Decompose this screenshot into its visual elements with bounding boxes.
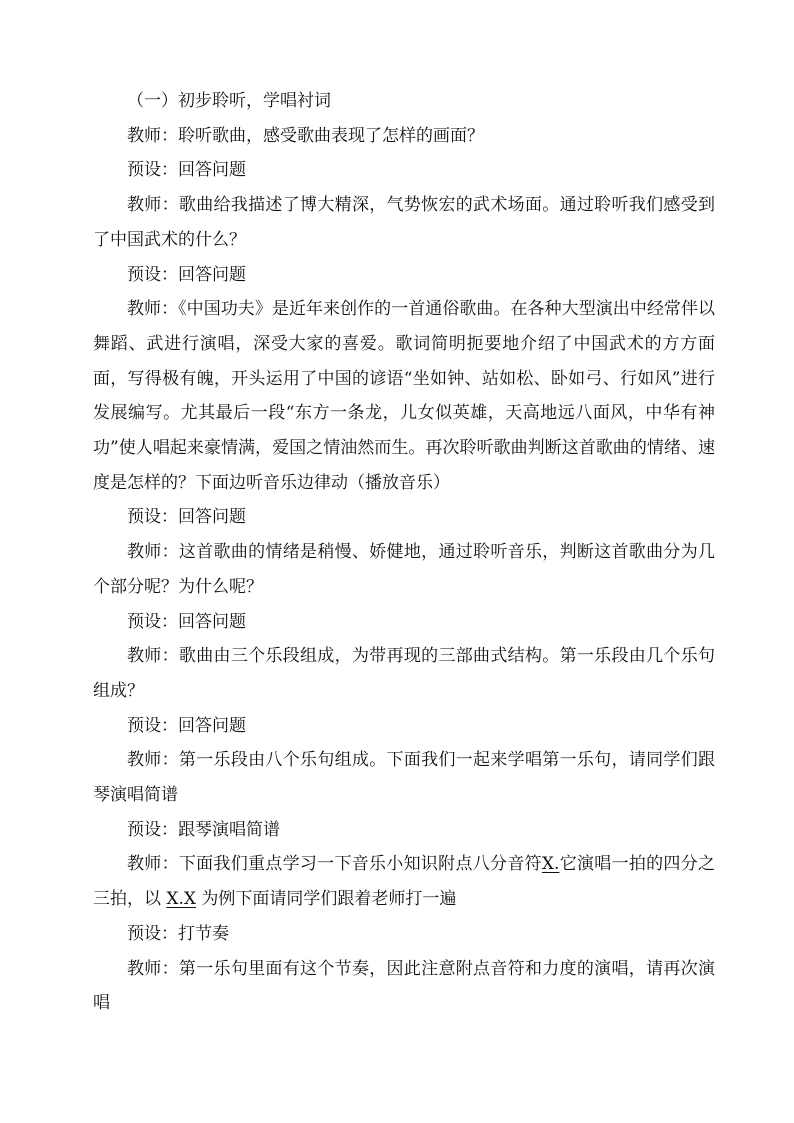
paragraph bbox=[93, 292, 715, 500]
paragraph bbox=[93, 952, 715, 1021]
paragraph-text: 教师：《中国功夫》是近年来创作的一首通俗歌曲。在各种大型演出中经常伴以舞蹈、武进行演唱，深受大家的喜爱。歌词简明扼要地介绍了中国武术的方方面面，写得极有魄，开头运用了中国的谚语“坐如钟、站如松、卧如弓、行如风”进行发展编写。尤其最后一段“东方一条龙，儿女似英雄，天高地远八面风，中华有神功”使人唱起来豪情满，爱国之情油然而生。再次聆听歌曲判断这首歌曲的情绪、速度是怎样的？下面边听音乐边律动（播放音乐） bbox=[93, 299, 715, 493]
paragraph-text: 教师：聆听歌曲，感受歌曲表现了怎样的画面？ bbox=[127, 125, 484, 146]
document-body bbox=[93, 84, 715, 1021]
paragraph bbox=[93, 84, 715, 119]
rhythm-notation: X. bbox=[541, 854, 560, 875]
paragraph-text: 它演唱一拍的四分之三拍，以 bbox=[93, 854, 716, 910]
paragraph bbox=[93, 153, 715, 188]
paragraph-text: 预设：回答问题 bbox=[127, 507, 246, 528]
paragraph bbox=[93, 709, 715, 744]
paragraph bbox=[93, 639, 715, 708]
paragraph-text: 预设：跟琴演唱简谱 bbox=[127, 819, 280, 840]
paragraph bbox=[93, 188, 715, 257]
paragraph-text: 预设：回答问题 bbox=[127, 715, 246, 736]
paragraph bbox=[93, 258, 715, 293]
paragraph-text: 教师：下面我们重点学习一下音乐小知识附点八分音符 bbox=[127, 854, 542, 875]
paragraph-text: 教师：第一乐段由八个乐句组成。下面我们一起来学唱第一乐句，请同学们跟琴演唱简谱 bbox=[93, 750, 715, 806]
paragraph-text: 预设：回答问题 bbox=[127, 264, 246, 285]
paragraph-text: 教师：歌曲给我描述了博大精深，气势恢宏的武术场面。通过聆听我们感受到了中国武术的什么？ bbox=[93, 195, 715, 250]
paragraph-text: 教师：这首歌曲的情绪是稍慢、娇健地，通过聆听音乐，判断这首歌曲分为几个部分呢？为什么呢？ bbox=[93, 542, 715, 597]
rhythm-notation: X.X bbox=[166, 889, 197, 910]
paragraph bbox=[93, 847, 715, 916]
paragraph-text: 为例下面请同学们跟着老师打一遍 bbox=[196, 889, 457, 910]
paragraph-text: 教师：歌曲由三个乐段组成，为带再现的三部曲式结构。第一乐段由几个乐句组成？ bbox=[93, 646, 715, 701]
paragraph bbox=[93, 119, 715, 154]
paragraph bbox=[93, 535, 715, 604]
paragraph-text: 预设：打节奏 bbox=[127, 923, 229, 944]
paragraph-text: （一）初步聆听，学唱衬词 bbox=[127, 91, 331, 111]
paragraph bbox=[93, 917, 715, 952]
paragraph bbox=[93, 743, 715, 812]
paragraph bbox=[93, 813, 715, 848]
paragraph-text: 预设：回答问题 bbox=[127, 611, 246, 632]
paragraph-text: 预设：回答问题 bbox=[127, 160, 246, 181]
paragraph bbox=[93, 500, 715, 535]
paragraph bbox=[93, 605, 715, 640]
paragraph-text: 教师：第一乐句里面有这个节奏，因此注意附点音符和力度的演唱，请再次演唱 bbox=[93, 958, 715, 1014]
